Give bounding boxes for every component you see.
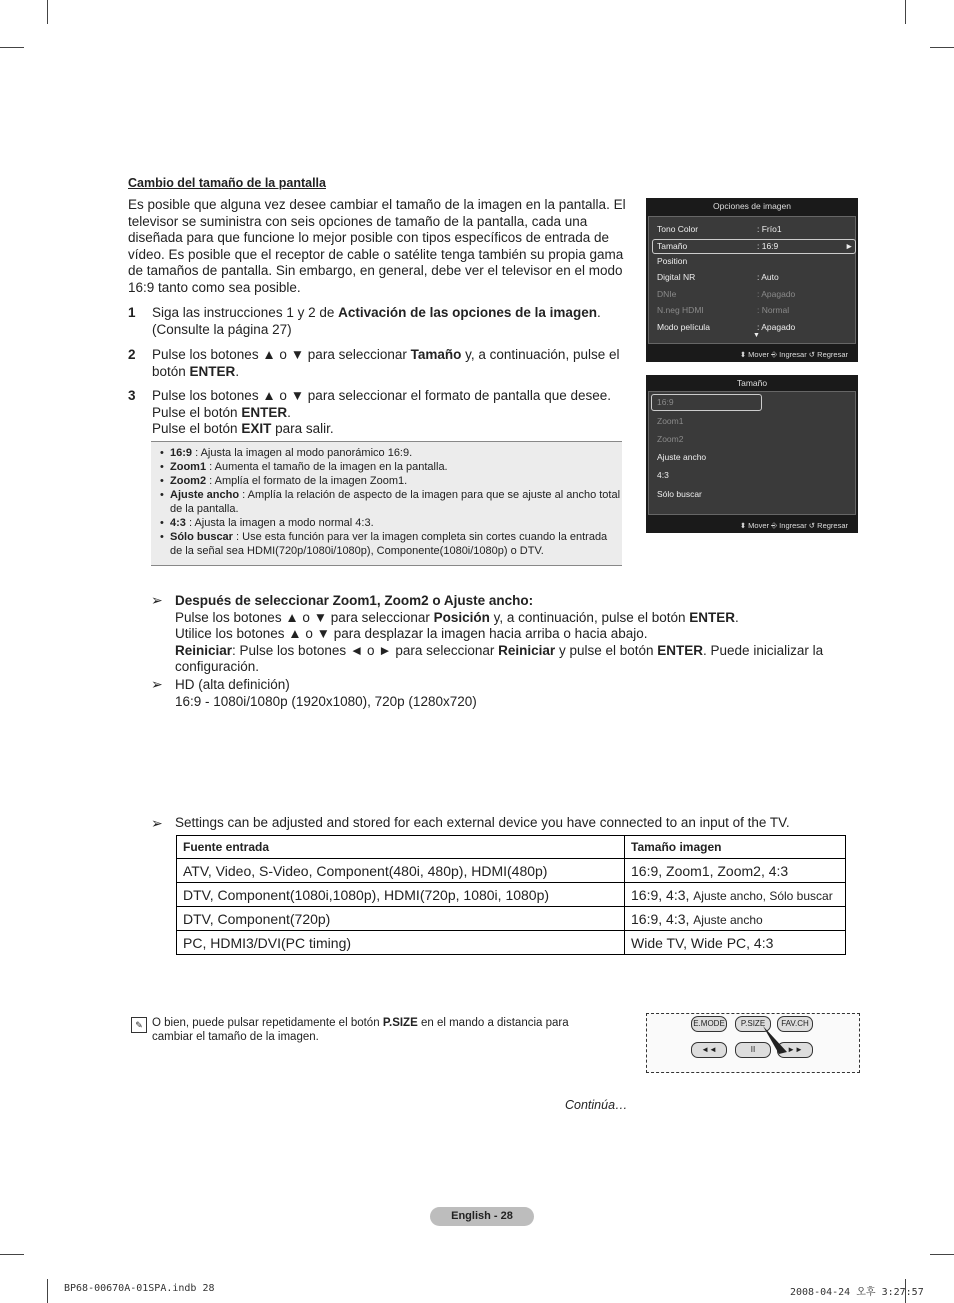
note-item: • 16:9 : Ajusta la imagen al modo panorámico 16:9.: [170, 446, 622, 460]
tip-hd: HD (alta definición) 16:9 - 1080i/1080p (1920x1080), 720p (1280x720): [175, 677, 477, 709]
emode-button: E.MODE: [691, 1016, 727, 1032]
pause-button: II: [735, 1042, 771, 1058]
note-item: • Sólo buscar : Use esta función para ver la imagen completa sin cortes cuando la entrada de la señal sea HDMI(720p/1080i/1080p), Componente(1080i/1080p) o DTV.: [170, 530, 622, 558]
forward-button: ►►: [777, 1042, 813, 1058]
crop-mark: [47, 1279, 48, 1303]
table-row: DTV, Component(1080i,1080p), HDMI(720p, 1080i, 1080p) 16:9, 4:3, Ajuste ancho, Sólo buscar: [177, 883, 846, 907]
osd-row-selected[interactable]: 16:9: [657, 397, 674, 407]
note-arrow-icon: ➢: [151, 592, 163, 608]
osd-row: Zoom2: [657, 434, 684, 444]
favch-button: FAV.CH: [777, 1016, 813, 1032]
osd-footer: ⬍ Mover ⎆ Ingresar ↺ Regresar: [739, 350, 848, 359]
osd-title: Tamaño: [736, 378, 768, 388]
table-header: Tamaño imagen: [625, 836, 846, 859]
osd-row: Tono Color : Frío1: [657, 224, 782, 234]
table-row: PC, HDMI3/DVI(PC timing) Wide TV, Wide PC, 4:3: [177, 931, 846, 955]
tip-settings: Settings can be adjusted and stored for each external device you have connected to an input of the TV.: [175, 815, 790, 830]
osd-row: 4:3: [657, 470, 669, 480]
remote-illustration: [646, 1013, 860, 1073]
osd-title: Opciones de imagen: [713, 201, 791, 211]
osd-row: Ajuste ancho: [657, 452, 707, 462]
osd-footer: ⬍ Mover ⎆ Ingresar ↺ Regresar: [739, 521, 848, 530]
crop-mark: [930, 1254, 954, 1255]
osd-row: Sólo buscar: [657, 489, 702, 499]
intro-paragraph: Es posible que alguna vez desee cambiar el tamaño de la imagen en la pantalla. El televisor se suministra con seis opciones de tamaño de la pantalla, cada una diseñada para que funcione lo mejor posible con tipos específicos de entrada de vídeo. Es posible que el receptor de cable o satélite tenga también su propia gama de tamaños de pantalla. Sin embargo, en general, debe ver el televisor en el modo 16:9 tanto como sea posible.: [128, 197, 626, 295]
section-title: Cambio del tamaño de la pantalla: [128, 176, 326, 190]
note-item: • Zoom1 : Aumenta el tamaño de la imagen en la pantalla.: [170, 460, 622, 474]
crop-mark: [905, 0, 906, 24]
psize-button: P.SIZE: [735, 1016, 771, 1032]
note-arrow-icon: ➢: [151, 676, 163, 692]
size-table: [176, 835, 846, 955]
note-icon: ✎: [131, 1017, 147, 1033]
table-row: DTV, Component(720p) 16:9, 4:3, Ajuste ancho: [177, 907, 846, 931]
step-3: 3 Pulse los botones ▲ o ▼ para seleccionar el formato de pantalla que desee. Pulse el botón ENTER. Pulse el botón EXIT para salir.: [128, 388, 611, 437]
crop-mark: [47, 0, 48, 24]
footer-date: 2008-04-24 오후 3:27:57: [790, 1287, 924, 1298]
crop-mark: [0, 1254, 24, 1255]
arrow-right-icon: ►: [845, 241, 854, 251]
tip-zoom: Después de seleccionar Zoom1, Zoom2 o Ajuste ancho: Pulse los botones ▲ o ▼ para seleccionar Posición y, a continuación, pulse el botón ENTER. Utilice los botones ▲ o ▼ para desplazar la imagen hacia arriba o hacia abajo. Reiniciar: Pulse los botones ◄ o ► para seleccionar Reiniciar y pulse el botón ENTER. Puede inicializar la configuración.: [175, 593, 824, 675]
note-item: • 4:3 : Ajusta la imagen a modo normal 4:3.: [170, 516, 622, 530]
table-header: Fuente entrada: [177, 836, 625, 859]
note-item: • Ajuste ancho : Amplía la relación de aspecto de la imagen para que se ajuste al ancho total de la pantalla.: [170, 488, 622, 516]
crop-mark: [0, 47, 24, 48]
table-row: ATV, Video, S-Video, Component(480i, 480p), HDMI(480p) 16:9, Zoom1, Zoom2, 4:3: [177, 859, 846, 883]
pointer-arrow-icon: [761, 1024, 791, 1058]
remote-note: O bien, puede pulsar repetidamente el botón P.SIZE en el mando a distancia para cambiar el tamaño de la imagen.: [152, 1017, 569, 1043]
page-number: English - 28: [430, 1207, 534, 1226]
osd-row: Modo película : Apagado: [657, 322, 796, 332]
options-note-box: [151, 441, 622, 566]
continues-label: Continúa…: [565, 1098, 628, 1112]
osd-size-menu: [646, 375, 858, 533]
rewind-button: ◄◄: [691, 1042, 727, 1058]
osd-picture-options: [646, 198, 858, 362]
step-1: 1 Siga las instrucciones 1 y 2 de Activación de las opciones de la imagen. (Consulte la página 27): [128, 305, 601, 337]
osd-row: DNIe : Apagado: [657, 289, 796, 299]
note-arrow-icon: ➢: [151, 815, 163, 831]
crop-mark: [930, 47, 954, 48]
scroll-down-icon: ▼: [753, 332, 760, 339]
osd-row: Zoom1: [657, 416, 684, 426]
footer-file: BP68-00670A-01SPA.indb 28: [64, 1283, 215, 1294]
osd-row: Position: [657, 256, 688, 266]
osd-row: N.neg HDMI : Normal: [657, 305, 790, 315]
step-2: 2 Pulse los botones ▲ o ▼ para seleccionar Tamaño y, a continuación, pulse el botón ENTER.: [128, 347, 620, 379]
osd-row: Digital NR : Auto: [657, 272, 779, 282]
osd-row-selected[interactable]: Tamaño : 16:9 ►: [657, 241, 854, 251]
note-item: • Zoom2 : Amplía el formato de la imagen Zoom1.: [170, 474, 622, 488]
